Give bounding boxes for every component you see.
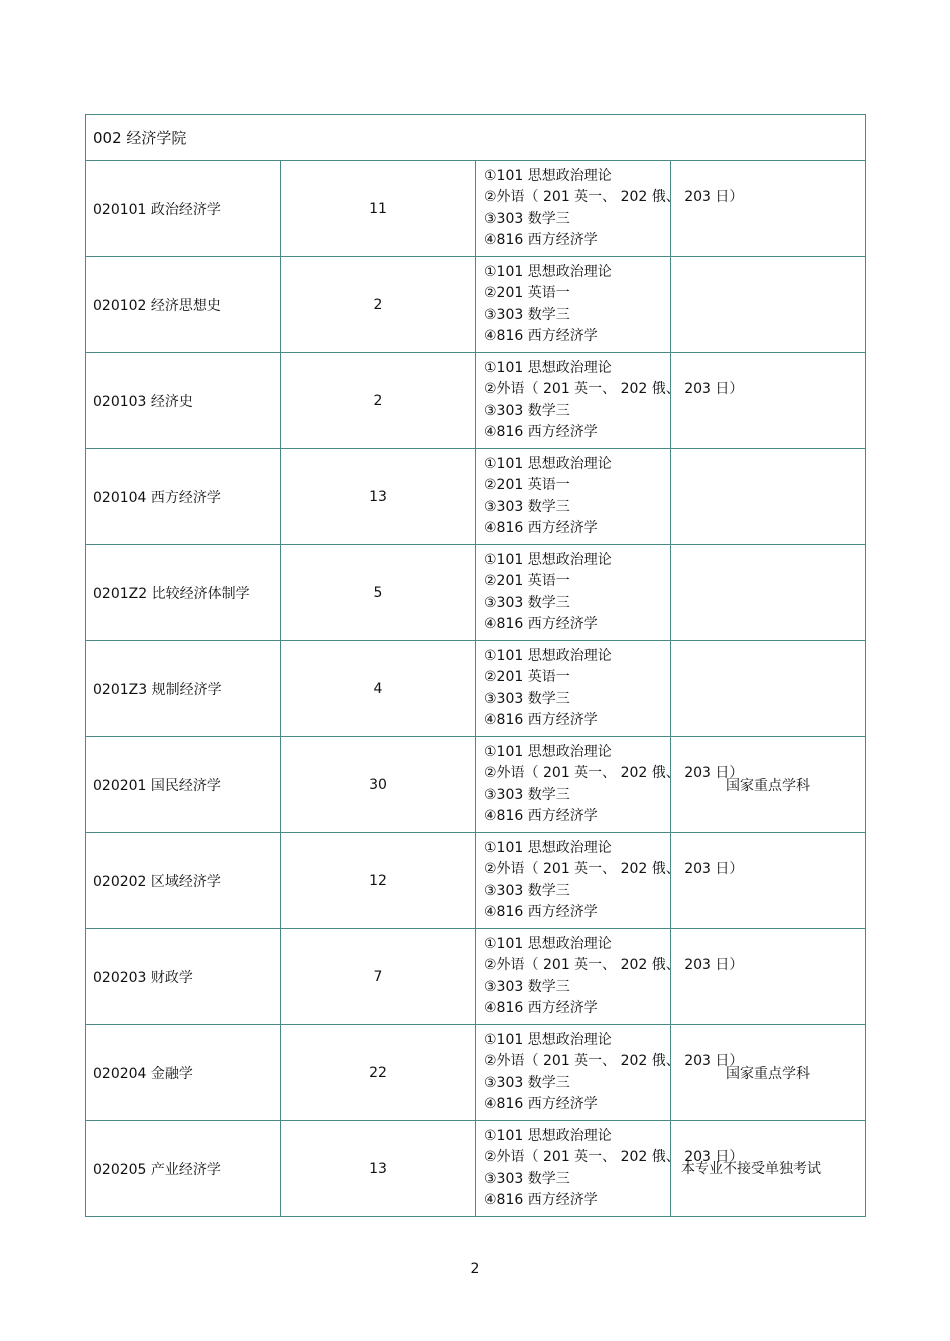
- enrollment-count-cell: 22: [281, 1025, 476, 1121]
- exam-subject-item: ①101 思想政治理论: [484, 551, 612, 568]
- enrollment-count-cell: 12: [281, 833, 476, 929]
- enrollment-count-cell: 7: [281, 929, 476, 1025]
- exam-subject-item: ④816 西方经济学: [484, 904, 598, 920]
- exam-subject-item: ①101 思想政治理论: [484, 743, 612, 760]
- enrollment-count-cell: 13: [281, 449, 476, 545]
- major-cell: 020104 西方经济学: [86, 449, 281, 545]
- table-row: [86, 257, 866, 353]
- exam-subject-item: ②201 英语一: [484, 573, 570, 589]
- table-row: [86, 161, 866, 257]
- table-row: [86, 353, 866, 449]
- exam-subject-item: ③303 数学三: [484, 594, 570, 611]
- major-cell: 020205 产业经济学: [86, 1121, 281, 1217]
- exam-subject-item: ②外语（ 201 英一、 202 俄、 203 日）: [484, 381, 744, 397]
- enrollment-count-cell: 2: [281, 353, 476, 449]
- department-title: 002 经济学院: [86, 115, 866, 161]
- remarks-cell: 国家重点学科: [671, 737, 866, 833]
- table-row: [86, 737, 866, 833]
- page-number: 2: [470, 1261, 480, 1277]
- exam-subject-item: ③303 数学三: [484, 402, 570, 419]
- table-row: [86, 545, 866, 641]
- exam-subject-item: ②外语（ 201 英一、 202 俄、 203 日）: [484, 861, 744, 877]
- exam-subject-item: ③303 数学三: [484, 690, 570, 707]
- exam-subject-item: ④816 西方经济学: [484, 1000, 598, 1016]
- exam-subject-item: ③303 数学三: [484, 882, 570, 899]
- exam-subject-item: ②201 英语一: [484, 669, 570, 685]
- exam-subject-item: ①101 思想政治理论: [484, 455, 612, 472]
- major-cell: 020201 国民经济学: [86, 737, 281, 833]
- exam-subject-item: ③303 数学三: [484, 306, 570, 323]
- exam-subject-item: ④816 西方经济学: [484, 616, 598, 632]
- exam-subject-item: ④816 西方经济学: [484, 712, 598, 728]
- exam-subject-item: ④816 西方经济学: [484, 808, 598, 824]
- exam-subjects-cell: [476, 353, 744, 449]
- remarks-cell: [671, 353, 866, 449]
- exam-subject-item: ②外语（ 201 英一、 202 俄、 203 日）: [484, 765, 744, 781]
- major-cell: 020202 区域经济学: [86, 833, 281, 929]
- major-cell: 020103 经济史: [86, 353, 281, 449]
- exam-subjects-cell: [476, 161, 744, 257]
- admissions-table: [85, 114, 866, 1217]
- enrollment-count-cell: 13: [281, 1121, 476, 1217]
- exam-subject-item: ①101 思想政治理论: [484, 263, 612, 280]
- exam-subject-item: ③303 数学三: [484, 1170, 570, 1187]
- exam-subjects-cell: [476, 641, 671, 737]
- enrollment-count-cell: 30: [281, 737, 476, 833]
- table-row: [86, 1025, 866, 1121]
- table-row: [86, 1121, 866, 1217]
- exam-subject-item: ①101 思想政治理论: [484, 935, 612, 952]
- enrollment-count-cell: 4: [281, 641, 476, 737]
- table-body: [86, 115, 866, 1217]
- remarks-cell: 本专业不接受单独考试: [671, 1121, 866, 1217]
- major-cell: 020101 政治经济学: [86, 161, 281, 257]
- enrollment-count-cell: 11: [281, 161, 476, 257]
- exam-subject-item: ②外语（ 201 英一、 202 俄、 203 日）: [484, 1149, 744, 1165]
- exam-subject-item: ④816 西方经济学: [484, 232, 598, 248]
- enrollment-count-cell: 2: [281, 257, 476, 353]
- remarks-cell: [671, 545, 866, 641]
- exam-subjects-cell: [476, 833, 744, 929]
- major-cell: 0201Z3 规制经济学: [86, 641, 281, 737]
- exam-subject-item: ①101 思想政治理论: [484, 1127, 612, 1144]
- exam-subject-item: ④816 西方经济学: [484, 520, 598, 536]
- exam-subject-item: ①101 思想政治理论: [484, 167, 612, 184]
- table-row: [86, 929, 866, 1025]
- major-cell: 020204 金融学: [86, 1025, 281, 1121]
- table-row: [86, 641, 866, 737]
- exam-subject-item: ①101 思想政治理论: [484, 647, 612, 664]
- enrollment-count-cell: 5: [281, 545, 476, 641]
- major-cell: 0201Z2 比较经济体制学: [86, 545, 281, 641]
- exam-subjects-cell: [476, 257, 671, 353]
- major-cell: 020102 经济思想史: [86, 257, 281, 353]
- remarks-cell: [671, 641, 866, 737]
- major-cell: 020203 财政学: [86, 929, 281, 1025]
- exam-subject-item: ②外语（ 201 英一、 202 俄、 203 日）: [484, 1053, 744, 1069]
- exam-subjects-cell: [476, 545, 671, 641]
- exam-subjects-cell: [476, 737, 744, 833]
- exam-subject-item: ④816 西方经济学: [484, 328, 598, 344]
- table-row: [86, 833, 866, 929]
- exam-subjects-cell: [476, 449, 671, 545]
- exam-subject-item: ④816 西方经济学: [484, 1192, 598, 1208]
- exam-subject-item: ④816 西方经济学: [484, 424, 598, 440]
- department-header-row: [86, 115, 866, 161]
- exam-subjects-cell: [476, 1121, 744, 1217]
- exam-subject-item: ②外语（ 201 英一、 202 俄、 203 日）: [484, 189, 744, 205]
- exam-subjects-cell: [476, 1025, 744, 1121]
- exam-subject-item: ③303 数学三: [484, 1074, 570, 1091]
- remarks-cell: [671, 449, 866, 545]
- exam-subject-item: ②201 英语一: [484, 285, 570, 301]
- exam-subject-item: ①101 思想政治理论: [484, 1031, 612, 1048]
- exam-subjects-cell: [476, 929, 744, 1025]
- exam-subject-item: ③303 数学三: [484, 210, 570, 227]
- exam-subject-item: ①101 思想政治理论: [484, 839, 612, 856]
- exam-subject-item: ③303 数学三: [484, 786, 570, 803]
- remarks-cell: [671, 161, 866, 257]
- exam-subject-item: ④816 西方经济学: [484, 1096, 598, 1112]
- exam-subject-item: ②外语（ 201 英一、 202 俄、 203 日）: [484, 957, 744, 973]
- remarks-cell: [671, 833, 866, 929]
- remarks-cell: 国家重点学科: [671, 1025, 866, 1121]
- exam-subject-item: ③303 数学三: [484, 498, 570, 515]
- exam-subject-item: ③303 数学三: [484, 978, 570, 995]
- table-row: [86, 449, 866, 545]
- remarks-cell: [671, 929, 866, 1025]
- exam-subject-item: ①101 思想政治理论: [484, 359, 612, 376]
- remarks-cell: [671, 257, 866, 353]
- exam-subject-item: ②201 英语一: [484, 477, 570, 493]
